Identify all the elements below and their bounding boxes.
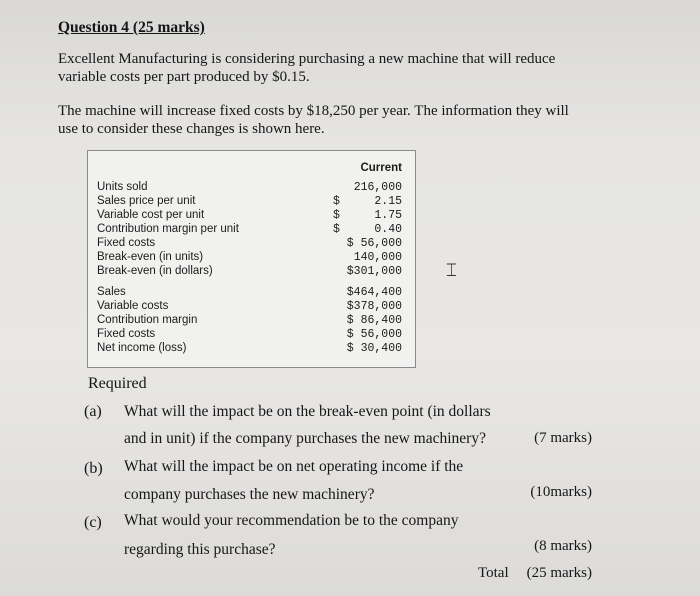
question-a-letter: (a) [84, 403, 102, 420]
row-value-break-even-units: 140,000 [353, 251, 402, 264]
question-c-line-1: What would your recommendation be to the company [124, 512, 459, 529]
row-value-contribution-margin-unit: $ 0.40 [332, 223, 402, 236]
question-a-line-2: and in unit) if the company purchases the new machinery? [124, 430, 486, 447]
column-header-current: Current [360, 162, 402, 174]
row-label-contribution-margin-unit: Contribution margin per unit [97, 223, 239, 235]
row-label-fixed-costs-2: Fixed costs [97, 328, 156, 340]
row-label-variable-cost: Variable cost per unit [97, 209, 205, 221]
question-b-line-1: What will the impact be on net operating income if the [124, 458, 464, 475]
question-title: Question 4 (25 marks) [58, 19, 205, 36]
intro-line-2: variable costs per part produced by $0.15. [58, 69, 310, 85]
question-b-letter: (b) [84, 460, 103, 477]
row-label-sales: Sales [97, 286, 126, 298]
question-a-marks: (7 marks) [534, 430, 592, 446]
required-heading: Required [88, 375, 147, 392]
intro-line-1: Excellent Manufacturing is considering purchasing a new machine that will reduce [58, 51, 556, 67]
row-label-net-income: Net income (loss) [97, 342, 187, 354]
info-line-1: The machine will increase fixed costs by $18,250 per year. The information they will [58, 103, 569, 119]
question-b-line-2: company purchases the new machinery? [124, 486, 375, 503]
total-label: Total [478, 565, 509, 581]
question-c-marks: (8 marks) [534, 538, 592, 554]
question-b-marks: (10marks) [530, 484, 592, 500]
row-value-sales-price: $ 2.15 [332, 195, 402, 208]
info-line-2: use to consider these changes is shown here. [58, 121, 325, 137]
row-value-fixed-costs-2: $ 56,000 [346, 328, 402, 341]
row-label-fixed-costs: Fixed costs [97, 237, 156, 249]
row-label-contribution-margin: Contribution margin [97, 314, 198, 326]
question-c-line-2: regarding this purchase? [124, 541, 276, 558]
row-value-variable-cost: $ 1.75 [332, 209, 402, 222]
row-label-variable-costs: Variable costs [97, 300, 169, 312]
row-value-net-income: $ 30,400 [346, 342, 402, 355]
row-value-variable-costs: $378,000 [346, 300, 402, 313]
row-value-sales: $464,400 [346, 286, 402, 299]
row-value-contribution-margin: $ 86,400 [346, 314, 402, 327]
row-value-fixed-costs: $ 56,000 [346, 237, 402, 250]
row-label-break-even-units: Break-even (in units) [97, 251, 204, 263]
row-label-units-sold: Units sold [97, 181, 148, 193]
text-cursor-icon: ⌶ [446, 260, 457, 281]
row-value-units-sold: 216,000 [353, 181, 402, 194]
row-label-sales-price: Sales price per unit [97, 195, 196, 207]
total-marks: (25 marks) [526, 565, 592, 581]
question-c-letter: (c) [84, 514, 102, 531]
row-value-break-even-dollars: $301,000 [346, 265, 402, 278]
question-a-line-1: What will the impact be on the break-even point (in dollars [124, 403, 491, 420]
row-label-break-even-dollars: Break-even (in dollars) [97, 265, 213, 277]
